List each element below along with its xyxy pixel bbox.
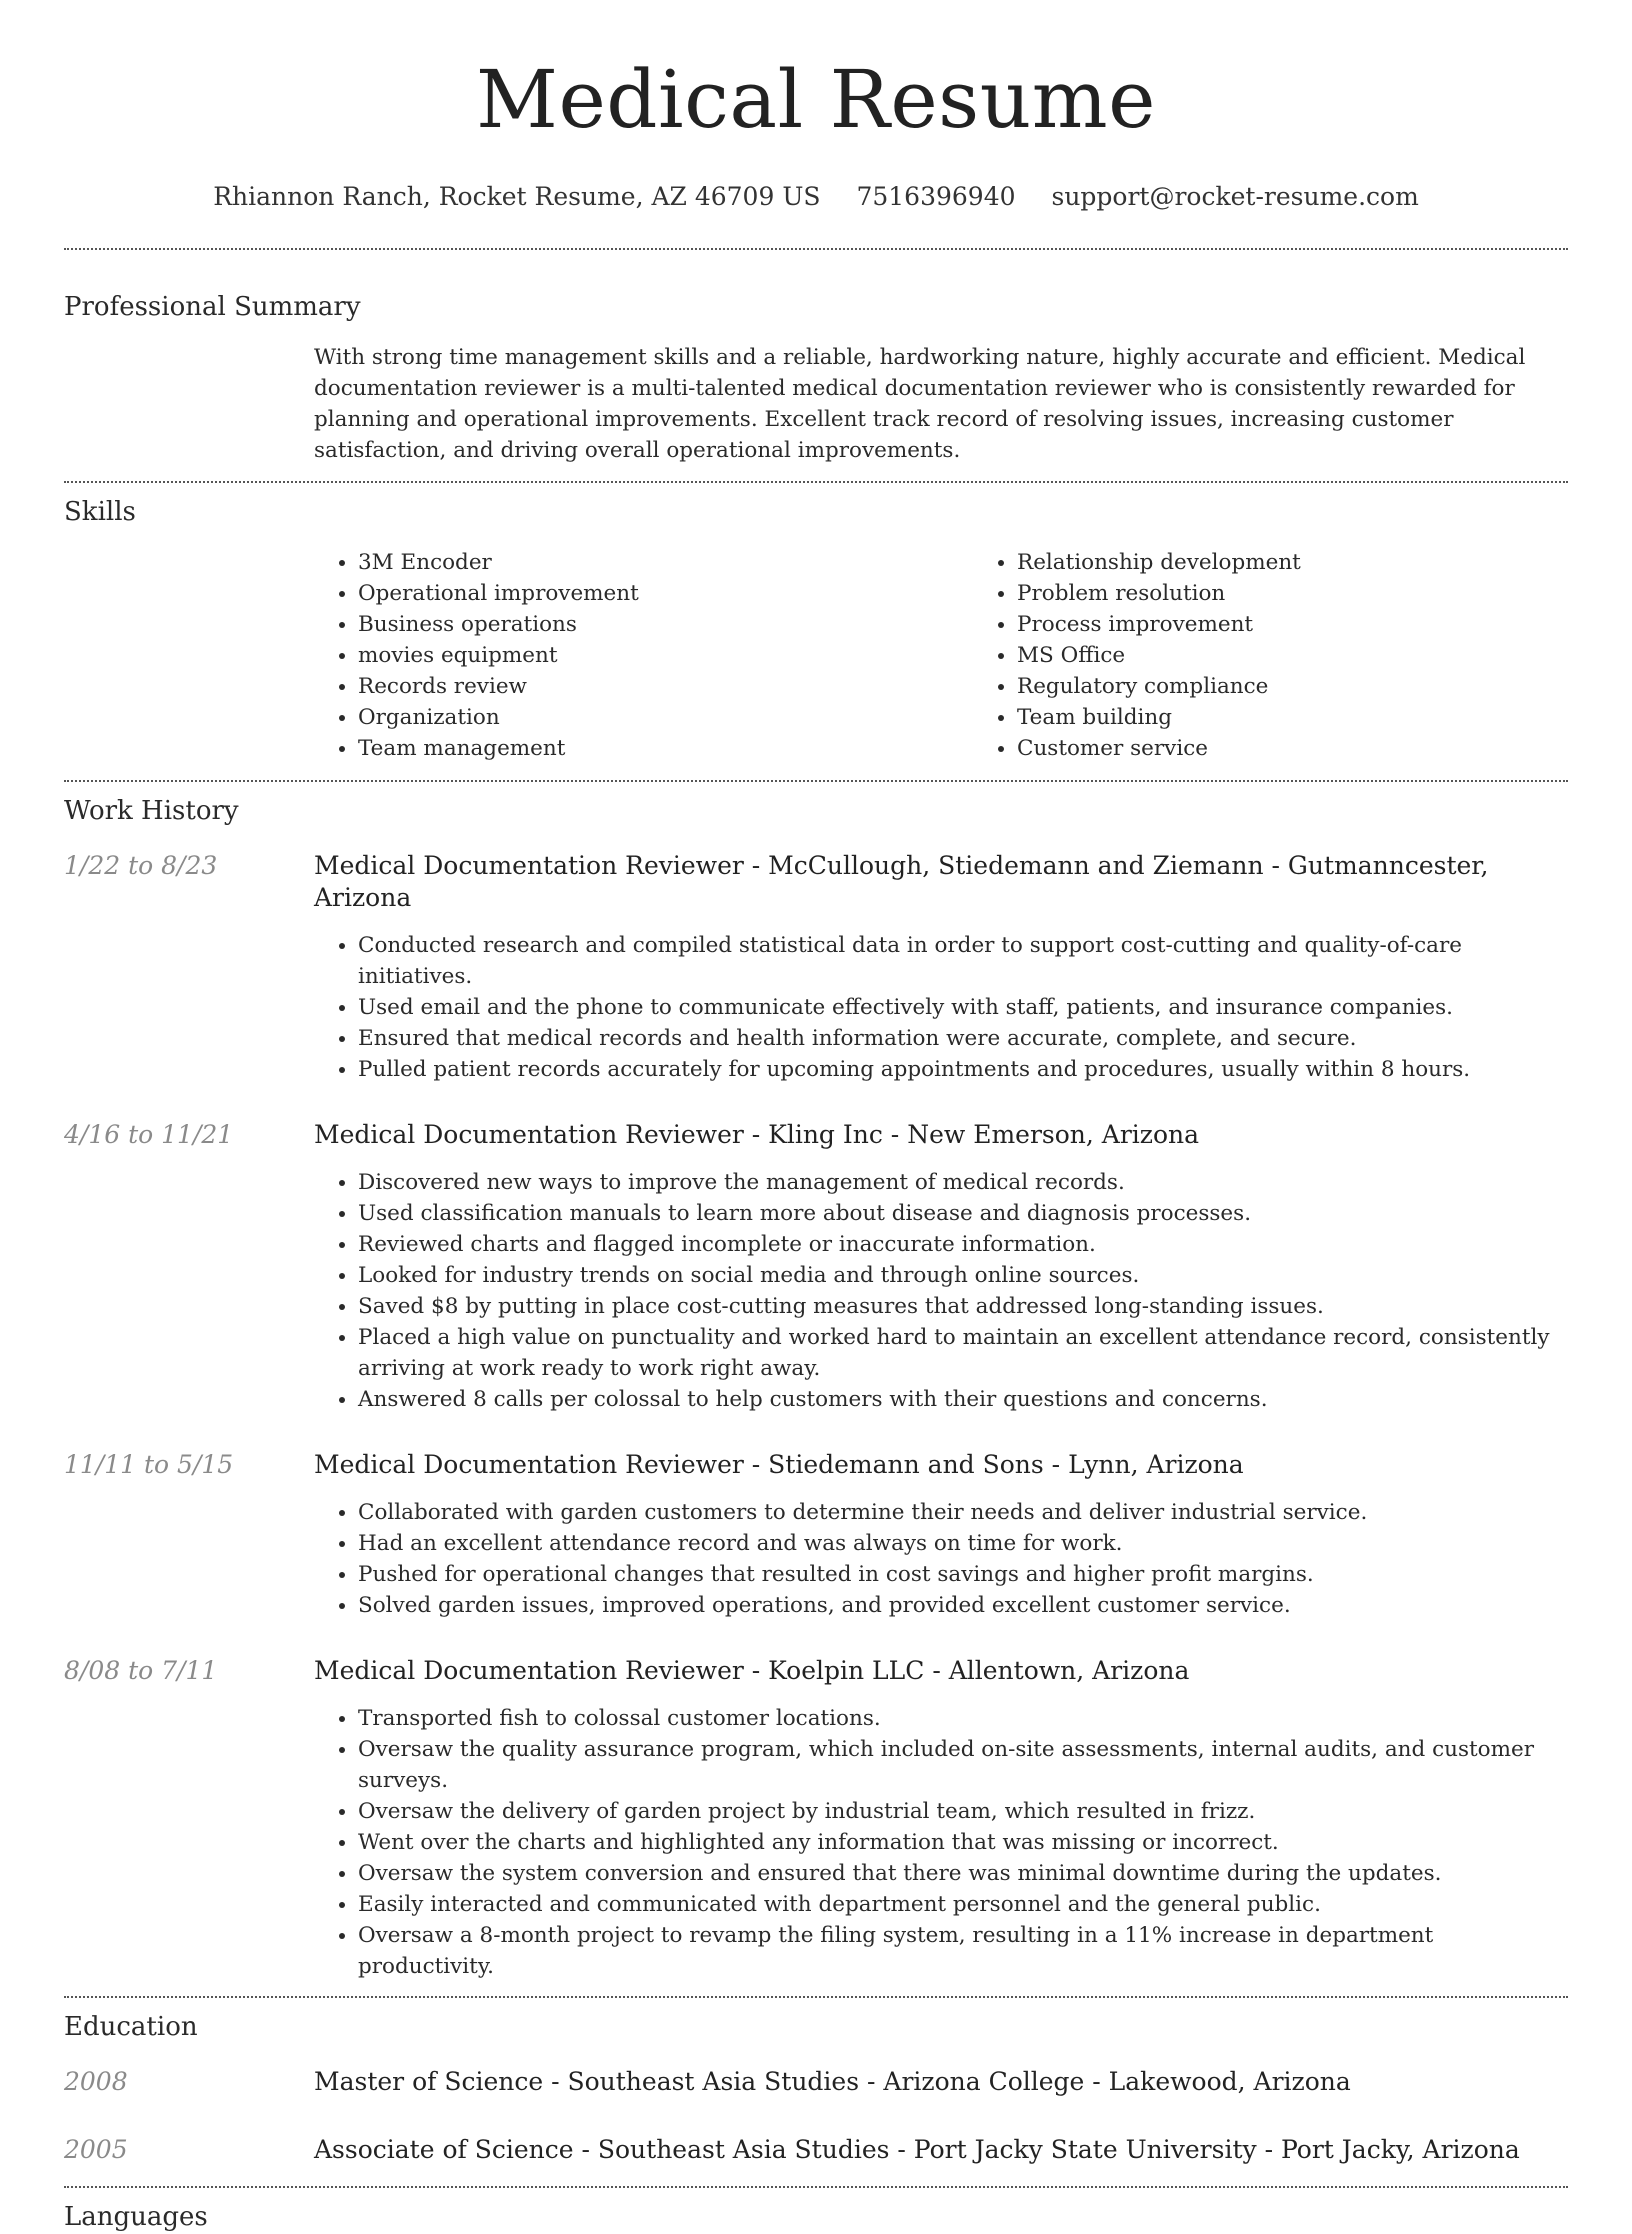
contact-email: support@rocket-resume.com bbox=[1051, 182, 1419, 211]
skill-item: • Process improvement bbox=[1017, 609, 1632, 640]
job-bullet: • Used email and the phone to communicate effectively with staff, patients, and insurance companies. bbox=[358, 992, 1568, 1023]
skill-item: • Customer service bbox=[1017, 733, 1632, 764]
job-bullet: • Answered 8 calls per colossal to help customers with their questions and concerns. bbox=[358, 1384, 1568, 1415]
job-title: Medical Documentation Reviewer - Kling Inc - New Emerson, Arizona bbox=[314, 1120, 1200, 1149]
job-title: Medical Documentation Reviewer - Koelpin LLC - Allentown, Arizona bbox=[314, 1656, 1190, 1685]
job-bullet: • Pulled patient records accurately for upcoming appointments and procedures, usually within 8 hours. bbox=[358, 1054, 1568, 1085]
job-bullet: • Had an excellent attendance record and was always on time for work. bbox=[358, 1528, 1568, 1559]
job-bullet: • Saved $8 by putting in place cost-cutting measures that addressed long-standing issues. bbox=[358, 1291, 1568, 1322]
job-bullet: • Conducted research and compiled statistical data in order to support cost-cutting and quality-of-care initiatives. bbox=[358, 930, 1568, 992]
skill-item: • movies equipment bbox=[358, 640, 973, 671]
job-dates: 1/22 to 8/23 bbox=[64, 851, 218, 880]
contact-line bbox=[64, 180, 1568, 214]
job-bullet: • Placed a high value on punctuality and worked hard to maintain an excellent attendance record, consistently arriving at work ready to work right away. bbox=[358, 1322, 1568, 1384]
resume-title: Medical Resume bbox=[476, 53, 1156, 146]
job-bullets bbox=[314, 1167, 1568, 1415]
languages-heading: Languages bbox=[64, 2202, 208, 2232]
job-bullet: • Looked for industry trends on social media and through online sources. bbox=[358, 1260, 1568, 1291]
skill-item: • Records review bbox=[358, 671, 973, 702]
job-bullet: • Discovered new ways to improve the management of medical records. bbox=[358, 1167, 1568, 1198]
education-year: 2008 bbox=[64, 2067, 128, 2096]
job-bullet: • Reviewed charts and flagged incomplete or inaccurate information. bbox=[358, 1229, 1568, 1260]
skill-item: • Relationship development bbox=[1017, 547, 1632, 578]
skill-item: • Problem resolution bbox=[1017, 578, 1632, 609]
job-bullet: • Oversaw the delivery of garden project by industrial team, which resulted in frizz. bbox=[358, 1796, 1568, 1827]
job-title: Medical Documentation Reviewer - McCullough, Stiedemann and Ziemann - Gutmanncester, Arizona bbox=[314, 851, 1489, 912]
skill-item: • 3M Encoder bbox=[358, 547, 973, 578]
skill-item: • Team management bbox=[358, 733, 973, 764]
education-year: 2005 bbox=[64, 2135, 128, 2164]
skill-item: • Operational improvement bbox=[358, 578, 973, 609]
summary-text: With strong time management skills and a reliable, hardworking nature, highly accurate and efficient. Medical documentation reviewer is a multi-talented medical documentation reviewer who is consistently rewarded for planning and operational improvements. Excellent track record of resolving issues, increasing customer satisfaction, and driving overall operational improvements. bbox=[314, 345, 1526, 463]
job-bullets bbox=[314, 1497, 1568, 1621]
job-title: Medical Documentation Reviewer - Stiedemann and Sons - Lynn, Arizona bbox=[314, 1450, 1244, 1479]
job-bullet: • Pushed for operational changes that resulted in cost savings and higher profit margins. bbox=[358, 1559, 1568, 1590]
work-heading: Work History bbox=[64, 796, 239, 826]
job-entry bbox=[64, 1449, 1568, 1621]
skills-list-left bbox=[314, 547, 973, 764]
job-bullets bbox=[314, 1703, 1568, 1982]
job-bullet: • Easily interacted and communicated with department personnel and the general public. bbox=[358, 1889, 1568, 1920]
job-bullet: • Collaborated with garden customers to determine their needs and deliver industrial service. bbox=[358, 1497, 1568, 1528]
divider bbox=[64, 2186, 1568, 2188]
divider bbox=[64, 780, 1568, 782]
job-bullet: • Went over the charts and highlighted any information that was missing or incorrect. bbox=[358, 1827, 1568, 1858]
education-degree: Associate of Science - Southeast Asia Studies - Port Jacky State University - Port Jacky, Arizona bbox=[314, 2135, 1520, 2164]
job-bullet: • Transported fish to colossal customer locations. bbox=[358, 1703, 1568, 1734]
skills-list-right bbox=[973, 547, 1632, 764]
job-dates: 8/08 to 7/11 bbox=[64, 1656, 218, 1685]
education-entry bbox=[64, 2134, 1568, 2166]
divider bbox=[64, 1996, 1568, 1998]
skill-item: • Regulatory compliance bbox=[1017, 671, 1632, 702]
education-heading: Education bbox=[64, 2012, 198, 2042]
job-entry bbox=[64, 1119, 1568, 1415]
skill-item: • Organization bbox=[358, 702, 973, 733]
job-bullet: • Used classification manuals to learn more about disease and diagnosis processes. bbox=[358, 1198, 1568, 1229]
skill-item: • Business operations bbox=[358, 609, 973, 640]
contact-address: Rhiannon Ranch, Rocket Resume, AZ 46709 US bbox=[213, 182, 821, 211]
education-entry bbox=[64, 2066, 1568, 2098]
job-bullet: • Oversaw the system conversion and ensured that there was minimal downtime during the updates. bbox=[358, 1858, 1568, 1889]
summary-row bbox=[64, 342, 1568, 466]
divider bbox=[64, 248, 1568, 250]
divider bbox=[64, 481, 1568, 483]
job-entry bbox=[64, 1655, 1568, 1982]
education-degree: Master of Science - Southeast Asia Studies - Arizona College - Lakewood, Arizona bbox=[314, 2067, 1351, 2096]
job-dates: 4/16 to 11/21 bbox=[64, 1120, 234, 1149]
job-bullets bbox=[314, 930, 1568, 1085]
job-entry bbox=[64, 850, 1568, 1085]
job-bullet: • Oversaw the quality assurance program, which included on-site assessments, internal audits, and customer surveys. bbox=[358, 1734, 1568, 1796]
skill-item: • MS Office bbox=[1017, 640, 1632, 671]
skills-heading: Skills bbox=[64, 497, 136, 527]
skill-item: • Team building bbox=[1017, 702, 1632, 733]
summary-heading: Professional Summary bbox=[64, 292, 361, 322]
contact-phone: 7516396940 bbox=[856, 182, 1016, 211]
job-bullet: • Oversaw a 8-month project to revamp the filing system, resulting in a 11% increase in department productivity. bbox=[358, 1920, 1568, 1982]
job-bullet: • Solved garden issues, improved operations, and provided excellent customer service. bbox=[358, 1590, 1568, 1621]
job-dates: 11/11 to 5/15 bbox=[64, 1450, 234, 1479]
skills-row bbox=[64, 547, 1568, 764]
job-bullet: • Ensured that medical records and health information were accurate, complete, and secure. bbox=[358, 1023, 1568, 1054]
